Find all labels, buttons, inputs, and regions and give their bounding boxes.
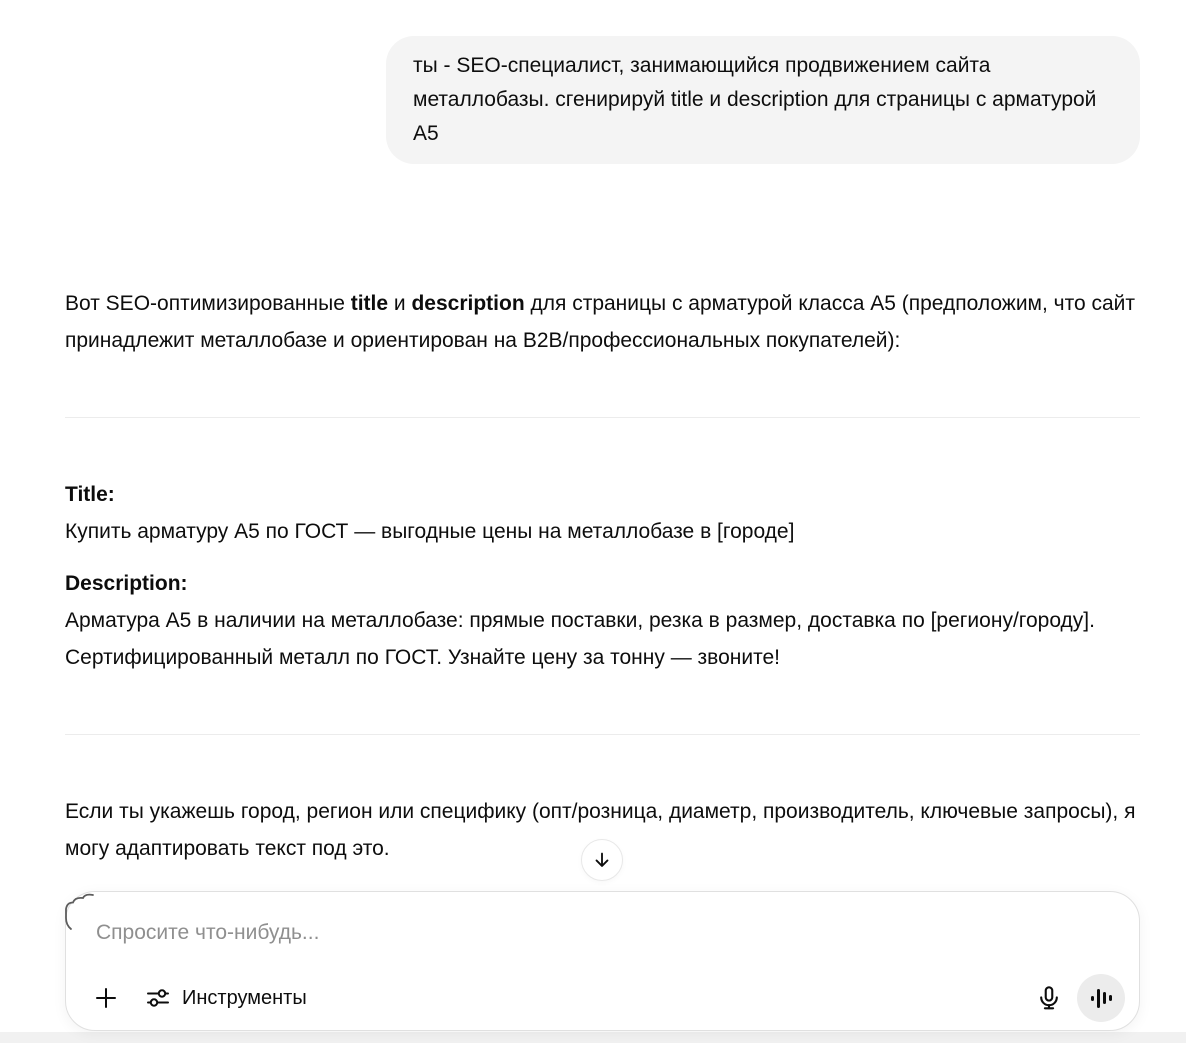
plus-icon: [93, 985, 119, 1011]
dictate-button[interactable]: [1031, 980, 1067, 1016]
intro-bold-title: title: [350, 292, 389, 315]
divider: [65, 734, 1140, 735]
scroll-to-bottom-button[interactable]: [581, 839, 623, 881]
user-message-row: [65, 36, 1140, 164]
viewport-bottom-strip: [0, 1032, 1186, 1043]
description-label: Description:: [65, 572, 188, 595]
voice-waveform-icon: [1091, 989, 1112, 1008]
intro-text: для страницы с арматурой класса А5 (предположим, что сайт принадлежит металлобазе и ориентирован на B2B/профессиональных покупателей):: [65, 292, 1136, 352]
assistant-intro-paragraph: [65, 285, 1140, 359]
tools-button[interactable]: [138, 980, 313, 1016]
chat-input[interactable]: Спросите что-нибудь...: [96, 921, 320, 944]
divider: [65, 417, 1140, 418]
tools-button-label: Инструменты: [182, 986, 307, 1009]
voice-mode-button[interactable]: [1077, 974, 1125, 1022]
chat-thread: [65, 0, 1140, 882]
composer-toolbar: [90, 974, 1125, 1022]
title-value: Купить арматуру А5 по ГОСТ — выгодные цены на металлобазе в [городе]: [65, 520, 795, 543]
title-block: [65, 476, 1140, 550]
intro-text: и: [388, 292, 412, 315]
attach-plus-button[interactable]: [90, 982, 122, 1014]
composer: [65, 891, 1140, 1031]
user-message-text: ты - SEO-специалист, занимающийся продвижением сайта металлобазы. сгенирируй title и description для страницы с арматурой А5: [413, 54, 1097, 145]
page-curl-decoration: [62, 892, 102, 941]
intro-bold-description: description: [411, 292, 525, 315]
description-value: Арматура А5 в наличии на металлобазе: прямые поставки, резка в размер, доставка по [региону/городу]. Сертифицированный металл по ГОСТ. Узнайте цену за тонну — звоните!: [65, 609, 1095, 669]
microphone-icon: [1035, 984, 1063, 1012]
arrow-down-icon: [591, 849, 613, 871]
title-label: Title:: [65, 483, 115, 506]
description-block: [65, 565, 1140, 676]
intro-text: Вот SEO-оптимизированные: [65, 292, 351, 315]
assistant-message: [65, 285, 1140, 867]
assistant-outro-paragraph: Если ты укажешь город, регион или специфику (опт/розница, диаметр, производитель, ключевые запросы), я могу адаптировать текст под это.: [65, 800, 1136, 860]
sliders-icon: [144, 984, 172, 1012]
user-message-bubble: [386, 36, 1140, 164]
